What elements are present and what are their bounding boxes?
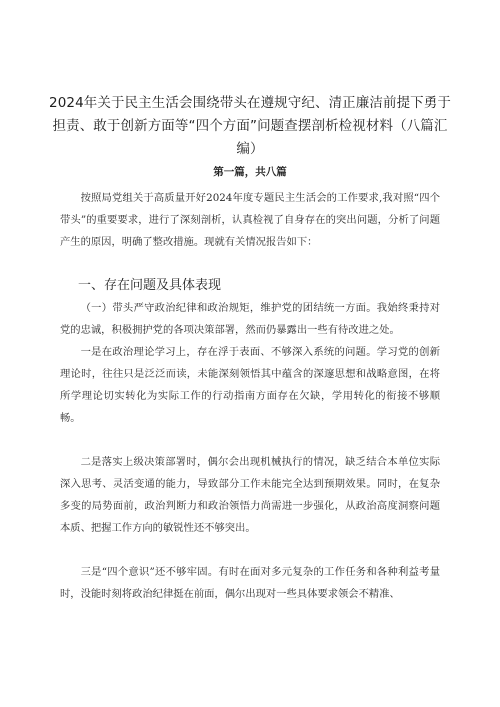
body-paragraph-2: 一是在政治理论学习上，存在浮于表面、不够深入系统的问题。学习党的创新理论时，往往只是泛泛而读，未能深刻领悟其中蕴含的深邃思想和战略意图，在将所学理论切实转化为实际工作的行动指南方面存在欠缺，学用转化的衔接不够顺畅。 (60, 346, 440, 424)
body-paragraph-1: （一）带头严守政治纪律和政治规矩，维护党的团结统一方面。我始终秉持对党的忠诚，积极拥护党的各项决策部署，然而仍暴露出一些有待改进之处。 (60, 302, 440, 336)
section-heading: 一、存在问题及具体表现 (78, 278, 222, 293)
document-subtitle: 第一篇，共八篇 (213, 166, 287, 178)
body-paragraph-3: 二是落实上级决策部署时，偶尔会出现机械执行的情况，缺乏结合本单位实际深入思考、灵活变通的能力，导致部分工作未能完全达到预期效果。同时，在复杂多变的局势面前，政治判断力和政治领悟力尚需进一步强化，从政治高度洞察问题本质、把握工作方向的敏锐性还不够突出。 (60, 456, 440, 534)
document-title: 2024年关于民主生活会围绕带头在遵规守纪、清正廉洁前提下勇于担责、敢于创新方面等“四个方面”问题查摆剖析检视材料（八篇汇编） (49, 95, 451, 157)
body-paragraph-4: 三是“四个意识”还不够牢固。有时在面对多元复杂的工作任务和各种利益考量时，没能时刻将政治纪律挺在前面，偶尔出现对一些具体要求领会不精准、 (60, 566, 440, 600)
intro-paragraph: 按照局党组关于高质量开好2024年度专题民主生活会的工作要求,我对照“四个带头”的重要要求，进行了深刻剖析，认真检视了自身存在的突出问题，分析了问题产生的原因，明确了整改措施。现就有关情况报告如下： (60, 192, 440, 248)
